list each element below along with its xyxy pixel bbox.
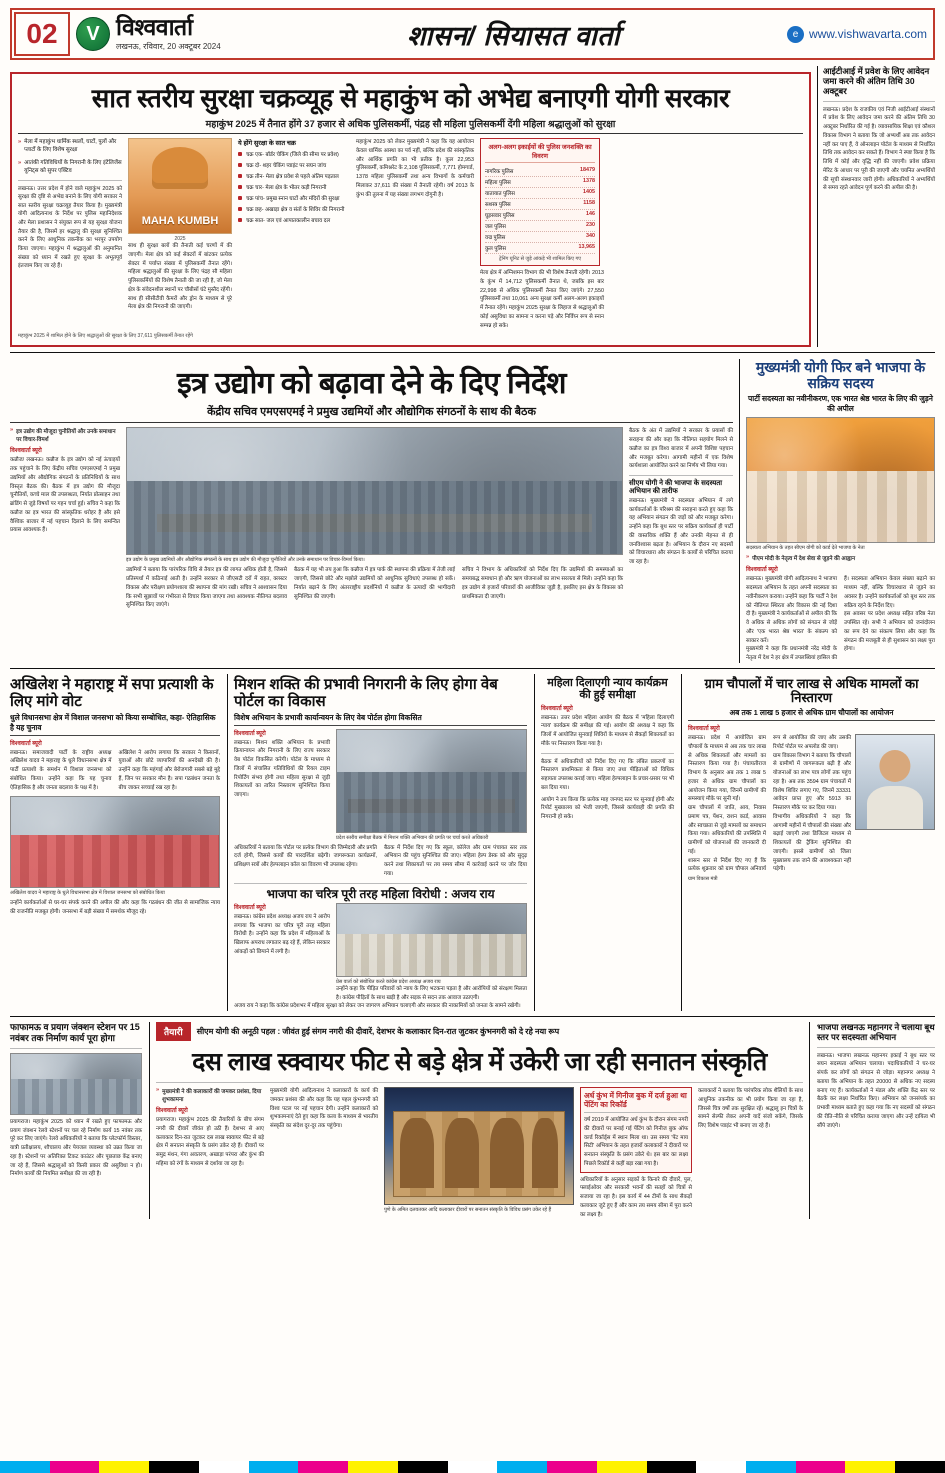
nyay-col3: आयोग ने तय किया कि प्रत्येक माह जनपद स्तर पर सुनवाई होगी और रिपोर्ट मुख्यालय को भेजी जाएगी, जिससे कार्यवाही की प्रगति की निगरानी हो सके। [541, 796, 674, 821]
logo-globe-icon: V [76, 17, 110, 51]
akhilesh-subhead: धुले विधानसभा क्षेत्र में विशाल जनसभा को किया सम्बोधित, कहा- ऐतिहासिक है यह चुनाव [10, 713, 220, 736]
lead-bullet-0: मेला में महाकुंभ धार्मिक स्थलों, घाटों, पुलों और प्लाटों के लिए विशेष सुरक्षा [24, 139, 117, 154]
bjp-booth-title: भाजपा लखनऊ महानगर ने चलाया बूथ स्तर पर सदस्यता अभियान [817, 1022, 935, 1043]
bjp-title: मुख्यमंत्री योगी फिर बने भाजपा के सक्रिय सदस्य [755, 359, 926, 392]
sanatan-bullet [156, 1087, 264, 1103]
sanatan-story [149, 1022, 810, 1219]
stat-value: 340 [586, 233, 595, 239]
chakra-item: चक्र दो- शहर चेकिंग प्वाइंट पर सघन जांच [238, 161, 350, 169]
itra-byline: विश्ववार्ता ब्यूरो [10, 448, 42, 455]
mission-title: मिशन शक्ति की प्रभावी निगरानी के लिए होगा वेब पोर्टल का विकास [234, 675, 498, 710]
itra-meeting-photo [126, 427, 623, 555]
artwork-title: MAHA KUMBH [141, 215, 219, 227]
akhilesh-photo [10, 796, 220, 888]
lead-col3: महाकुंभ 2025 को लेकर मुख्यमंत्री ने कहा कि यह आयोजन केवल धार्मिक आस्था का पर्व नहीं, बल्कि प्रदेश की सांस्कृतिक और आर्थिक प्रगति का भी प्रतीक है। कुल 22,953 पुलिसकर्मी, कमिश्नरेट के 2,108 पुलिसकर्मी, 7,771 होमगार्ड, 1378 महिला पुलिसकर्मी तथा अन्य विभागों के कर्मचारी मिलाकर 37,611 की संख्या में तैनाती रहेगी। वर्ष 2013 के कुंभ की तुलना में यह संख्या लगभग दोगुनी है। [356, 139, 474, 198]
bjp-photo [746, 417, 935, 543]
publication-logo[interactable] [76, 12, 286, 56]
chaupal-byline: विश्ववार्ता ब्यूरो [688, 726, 720, 733]
stat-label: जल पुलिस [485, 224, 506, 230]
stat-value: 146 [586, 211, 595, 217]
bullet-marker-icon: » [746, 554, 750, 561]
lead-story [10, 72, 811, 347]
page-number: 02 [14, 12, 70, 56]
nyay-col2: बैठक में अधिकारियों को निर्देश दिए गए कि लंबित प्रकरणों का निस्तारण प्राथमिकता से किया जाए तथा पीड़िताओं को विधिक सहायता उपलब्ध कराई जाए। महिला हेल्पलाइन के प्रचार-प्रसार पर भी बल दिया गया। [541, 758, 674, 791]
stat-label: घुड़सवार पुलिस [485, 213, 515, 219]
artwork-year: 2025 [174, 236, 186, 242]
mission-shakti-story [227, 674, 527, 1011]
stat-value: 1158 [583, 200, 595, 206]
fafamau-story [10, 1022, 142, 1219]
chakra-item: चक्र सात- जल एवं आपातकालीन बचाव दल [238, 216, 350, 224]
akhilesh-photo-caption: अखिलेश यादव ने महाराष्ट्र के धुले विधानसभा क्षेत्र में विशाल जनसभा को संबोधित किया [10, 890, 165, 897]
lead-subhead: महाकुंभ 2025 में तैनात होंगे 37 हजार से अधिक पुलिसकर्मी, पंद्रह सौ महिला पुलिसकर्मी देंगी महिला श्रद्धालुओं को सुरक्षा [18, 117, 803, 134]
stat-value: 1405 [583, 189, 595, 195]
mission-subhead: विशेष अभियान के प्रभावी कार्यान्वयन के लिए वेब पोर्टल होगा विकसित [234, 713, 527, 726]
chakra-item: चक्र तीन- मेला क्षेत्र प्रवेश से पहले अंतिम पड़ताल [238, 172, 350, 180]
stat-label: वज्र पुलिस [485, 235, 506, 241]
lead-bullets [18, 138, 122, 330]
masthead [10, 8, 935, 60]
sanatan-bullet-text: मुख्यमंत्री ने की कलाकारों की जमकर प्रशंसा, दिया शुभकामना [162, 1089, 262, 1104]
color-registration-bar [0, 1461, 945, 1473]
itra-and-bjp-block [10, 359, 935, 663]
itra-col2: उद्यमियों ने बताया कि पारंपरिक विधि से तैयार इत्र की लागत अधिक होती है, जिससे प्रतिस्पर्धा में कठिनाई आती है। उन्होंने सरकार से जीएसटी दरों में राहत, क्लस्टर विकास और परीक्षण प्रयोगशाला की स्थापना की मांग रखी। सचिव ने आश्वासन दिया कि सभी सुझावों पर गंभीरता से विचार किया जाएगा तथा आवश्यक नीतिगत बदलाव सुनिश्चित किए जाएंगे। [126, 567, 287, 609]
mission-col1: लखनऊ। मिशन शक्ति अभियान के प्रभावी क्रियान्वयन और निगरानी के लिए राज्य सरकार वेब पोर्टल विकसित करेगी। पोर्टल के माध्यम से जिलों में संचालित गतिविधियों की रियल टाइम रिपोर्टिंग संभव होगी तथा महिला सुरक्षा से जुड़ी शिकायतों का त्वरित निस्तारण सुनिश्चित किया जाएगा। [234, 739, 330, 799]
stats-note: ट्रेनिंग यूनिट से जुड़े आंकड़े भी शामिल किए गए [498, 256, 582, 262]
chakra-item: चक्र चार- मेला क्षेत्र के भीतर कड़ी निगरानी [238, 183, 350, 191]
akhilesh-title: अखिलेश ने महाराष्ट्र में सपा प्रत्याशी के लिए मांगे वोट [10, 675, 214, 710]
bjp-membership-story [739, 359, 935, 663]
stat-value: 18479 [580, 167, 595, 173]
bjp-byline: विश्ववार्ता ब्यूरो [746, 567, 778, 574]
itra-col1: कन्नौज/ लखनऊ। कन्नौज के इत्र उद्योग को नई ऊंचाइयों तक पहुंचाने के लिए केंद्रीय सचिव एमएसएमई ने प्रमुख उद्यमियों और औद्योगिक संगठनों के प्रतिनिधियों के साथ विस्तृत बैठक की। बैठक में इत्र उद्योग की मौजूदा चुनौतियों, कच्चे माल की उपलब्धता, निर्यात प्रोत्साहन तथा ब्रांडिंग से जुड़े विषयों पर गहन चर्चा हुई। सचिव ने कहा कि कन्नौज का इत्र भारत की सांस्कृतिक धरोहर है और इसे वैश्विक बाजार में नई पहचान दिलाने के लिए समन्वित प्रयास आवश्यक हैं। [10, 457, 120, 534]
chakra-item: चक्र छह- अखाड़ा क्षेत्र व संतों के शिविर की निगरानी [238, 205, 350, 213]
itra-col3: बैठक में यह भी तय हुआ कि कन्नौज में इत्र पार्क की स्थापना की प्रक्रिया में तेजी लाई जाएगी, जिससे छोटे और मझोले उद्यमियों को आधुनिक सुविधाएं उपलब्ध हो सकें। निर्यात बढ़ाने के लिए अंतरराष्ट्रीय प्रदर्शनियों में कन्नौज के उत्पादों की भागीदारी सुनिश्चित की जाएगी। [294, 567, 455, 600]
akhilesh-story [10, 674, 220, 1011]
ajay-rai-byline: विश्ववार्ता ब्यूरो [234, 904, 266, 911]
ajay-rai-story [234, 888, 527, 1012]
table-row [485, 177, 595, 188]
sanatan-byline: विश्ववार्ता ब्यूरो [156, 1108, 188, 1115]
chaupal-col1: लखनऊ। प्रदेश में आयोजित ग्राम चौपालों के माध्यम से अब तक चार लाख से अधिक शिकायतों और मामलों का निस्तारण किया गया है। पंचायतीराज विभाग के अनुसार अब तक 1 लाख 5 हजार से अधिक ग्राम चौपालों का आयोजन किया गया, जिनमें ग्रामीणों की समस्याएं मौके पर सुनी गईं। [688, 735, 766, 803]
minister-portrait [855, 734, 935, 830]
fafamau-photo [10, 1053, 142, 1115]
mission-photo [336, 729, 527, 833]
bjp-booth-story [817, 1022, 935, 1219]
bjp-photo-caption: सदस्यता अभियान के तहत सीएम योगी को कार्ड देते भाजपा के नेता [746, 545, 865, 552]
table-row [485, 210, 595, 221]
table-row [485, 221, 595, 232]
sanatan-kicker: सीएम योगी की अनूठी पहल : जीवंत हुई संगम नगरी की दीवारें, देशभर के कलाकार दिन-रात जुटकर कुंभनगरी को दे रहे नया रूप [196, 1027, 560, 1037]
sanatan-photo-caption: पुणे के अमित दलवतकर आदि कलाकार दीवारों पर सनातन संस्कृति के विविध प्रसंग उकेर रहे हैं [384, 1207, 552, 1214]
akhilesh-byline: विश्ववार्ता ब्यूरो [10, 740, 42, 747]
itra-story [10, 359, 733, 663]
chakra-item: चक्र पांच- प्रमुख स्नान घाटों और मंदिरों की सुरक्षा [238, 194, 350, 202]
nyay-title: महिला दिलाएगी न्याय कार्यक्रम की हुई समीक्षा [547, 676, 668, 702]
guinness-body: वर्ष 2019 में आयोजित अर्ध कुंभ के दौरान संगम नगरी की दीवारों पर बनाई गई पेंटिंग को गिनीज बुक ऑफ वर्ल्ड रिकॉर्ड्स में स्थान मिला था। उस समय 'पेंट माय सिटी' अभियान के तहत हजारों कलाकारों ने दीवारों पर सनातन संस्कृति के प्रसंग उकेरे थे। इस बार का लक्ष्य पिछले रिकॉर्ड से कहीं बड़ा रखा गया है। [584, 1117, 688, 1167]
nyay-byline: विश्ववार्ता ब्यूरो [541, 705, 573, 712]
nyay-story [534, 674, 674, 1011]
website-url: www.vishwavarta.com [808, 27, 927, 41]
guinness-title: अर्ध कुंभ में गिनीज बुक में दर्ज हुआ था पेंटिंग का रिकॉर्ड [584, 1091, 687, 1110]
chaupal-col5: विभागीय अधिकारियों ने कहा कि आगामी महीनों में चौपालों की संख्या और बढ़ाई जाएगी तथा डिजिटल माध्यम से शिकायतों की ट्रैकिंग सुनिश्चित की जाएगी। इससे ग्रामीणों को जिला मुख्यालय तक जाने की आवश्यकता नहीं पड़ेगी। [773, 813, 851, 873]
stat-label: सशस्त्र पुलिस [485, 202, 511, 208]
bullet-marker-icon: » [156, 1087, 160, 1094]
ajay-rai-photo-caption: प्रेस वार्ता को संबोधित करते कांग्रेस प्रदेश अध्यक्ष अजय राय [336, 978, 441, 985]
mission-col2: अधिकारियों ने बताया कि पोर्टल पर प्रत्येक विभाग की जिम्मेदारी और प्रगति दर्ज होगी, जिससे कार्यों की पारदर्शिता बढ़ेगी। जागरूकता कार्यक्रमों, प्रशिक्षण सत्रों और हेल्पलाइन कॉल का विवरण भी उपलब्ध रहेगा। [234, 844, 377, 869]
chaupal-story [681, 674, 935, 1011]
lead-col2: साथ ही सुरक्षा बलों की तैनाती कई चरणों में की जाएगी। मेला क्षेत्र को कई सेक्टरों में बांटकर प्रत्येक सेक्टर में पर्याप्त संख्या में पुलिसकर्मी तैनात रहेंगे। महिला श्रद्धालुओं की सुरक्षा के लिए पंद्रह सौ महिला पुलिसकर्मियों की विशेष तैनाती की जा रही है, जो मेला क्षेत्र के संवेदनशील स्थानों पर चौबीसों घंटे मुस्तैद रहेंगी। साथ ही सीसीटीवी कैमरों और ड्रोन के माध्यम से पूरे मेला क्षेत्र की निगरानी की जाएगी। [128, 243, 232, 311]
lead-headline: सात स्तरीय सुरक्षा चक्रव्यूह से महाकुंभ को अभेद्य बनाएगी योगी सरकार [91, 83, 730, 113]
bjp-col2: मुख्यमंत्री ने कहा कि प्रधानमंत्री नरेंद्र मोदी के नेतृत्व में देश ने हर क्षेत्र में उपलब्धियां हासिल की हैं। सदस्यता अभियान केवल संख्या बढ़ाने का माध्यम नहीं, बल्कि विचारधारा से जुड़ने का अवसर है। उन्होंने कार्यकर्ताओं को बूथ स्तर तक सक्रिय रहने के निर्देश दिए। [746, 576, 935, 662]
guinness-box [580, 1087, 692, 1173]
chaupal-col3: शासन स्तर से निर्देश दिए गए हैं कि प्रत्येक शुक्रवार को ग्राम चौपाल अनिवार्य रूप से आयोजित की जाए और उसकी रिपोर्ट पोर्टल पर अपलोड की जाए। [688, 735, 851, 873]
ajay-rai-title: भाजपा का चरित्र पूरी तरह महिला विरोधी : अजय राय [266, 886, 495, 901]
stat-label: कुल पुलिस [485, 246, 507, 252]
stat-value: 230 [586, 222, 595, 228]
lead-byline: लखनऊ। उत्तर प्रदेश में होने वाले महाकुंभ 2025 को सुरक्षा की दृष्टि से अभेद्य बनाने के लिए योगी सरकार ने सात स्तरीय सुरक्षा चक्रव्यूह तैयार किया है। मुख्यमंत्री योगी आदित्यनाथ के निर्देश पर पुलिस महानिदेशक और मेला प्रशासन ने संयुक्त रूप से यह सुरक्षा योजना तैयार की है, जिसमें हर श्रद्धालु की सुरक्षा सुनिश्चित करने के लिए आधुनिक तकनीक का भरपूर उपयोग किया जाएगा। महाकुंभ में श्रद्धालुओं की अनुमानित संख्या को ध्यान में रखते हुए सुरक्षा के अभूतपूर्व इंतजाम किए जा रहे हैं। [18, 185, 122, 270]
cm-thanks-body: लखनऊ। मुख्यमंत्री ने सदस्यता अभियान में लगे कार्यकर्ताओं के परिश्रम की सराहना करते हुए कहा कि यह अभियान संगठन की जड़ों को और मजबूत करेगा। उन्होंने कहा कि बूथ स्तर पर सक्रिय कार्यकर्ता ही पार्टी की वास्तविक शक्ति हैं और उनकी मेहनत से ही जनविश्वास बढ़ता है। अभियान के दौरान नए सदस्यों को विचारधारा और संगठन के कार्यों से परिचित कराया जा रहा है। [629, 497, 733, 566]
mission-photo-caption: प्रदेश स्तरीय समीक्षा बैठक में मिशन शक्ति अभियान की प्रगति पर चर्चा करते अधिकारी [336, 834, 489, 841]
section-title: शासन/ सियासत वार्ता [406, 20, 621, 51]
fafamau-body: प्रयागराज। महाकुंभ 2025 को ध्यान में रखते हुए फाफामऊ और प्रयाग जंक्शन रेलवे स्टेशनों पर चल रहे निर्माण कार्य 15 नवंबर तक पूरे कर लिए जाएंगे। रेलवे अधिकारियों ने बताया कि प्लेटफॉर्म विस्तार, यात्री प्रतीक्षालय, शौचालय और पेयजल व्यवस्था को उन्नत किया जा रहा है। स्टेशनों पर अतिरिक्त टिकट काउंटर और पूछताछ केंद्र बनाए जा रहे हैं, जिससे श्रद्धालुओं को किसी प्रकार की असुविधा न हो। निर्माण कार्यों की नियमित समीक्षा की जा रही है। [10, 1118, 142, 1178]
bullet-marker-icon: » [18, 159, 22, 166]
lead-bullet-1: आतंकी गतिविधियों के निगरानी के लिए इंटेलिजेंस यूनिट्स को सुपर एक्टिव [24, 159, 122, 175]
seven-layer-box [238, 138, 350, 330]
stat-label: नागरिक पुलिस [485, 169, 514, 175]
nyay-col1: लखनऊ। उत्तर प्रदेश महिला आयोग की बैठक में 'महिला दिलाएगी न्याय' कार्यक्रम की समीक्षा की गई। आयोग की अध्यक्ष ने कहा कि जिलों में आयोजित सुनवाई शिविरों के माध्यम से सैकड़ों शिकायतों का मौके पर निस्तारण किया गया है। [541, 714, 674, 747]
stats-title: अलग-अलग इकाईयों की पुलिस जनशक्ति का विवरण [485, 142, 595, 163]
itra-col5: बैठक के अंत में उद्यमियों ने सरकार के प्रयासों की सराहना की और कहा कि नीतिगत सहयोग मिलने से कन्नौज का इत्र विश्व बाजार में अपनी विशिष्ट पहचान और मजबूत करेगा। आगामी महीनों में एक विशेष कार्यशाला आयोजित करने का निर्णय भी लिया गया। [629, 428, 733, 470]
sanatan-col4: कलाकारों ने बताया कि पारंपरिक लोक शैलियों के साथ आधुनिक तकनीक का भी प्रयोग किया जा रहा है, जिससे चित्र वर्षों तक सुरक्षित रहें। श्रद्धालु इन चित्रों के सामने सेल्फी लेकर अपनी यादें संजो सकेंगे, जिसके लिए विशेष प्वाइंट भी बनाए जा रहे हैं। [698, 1088, 803, 1130]
ajay-rai-photo [336, 903, 527, 977]
sanatan-col2: मुख्यमंत्री योगी आदित्यनाथ ने कलाकारों के कार्य की जमकर प्रशंसा की और कहा कि यह पहल कुंभनगरी को विश्व पटल पर नई पहचान देगी। उन्होंने कलाकारों को शुभकामनाएं देते हुए कहा कि कला के माध्यम से भारतीय संस्कृति का संदेश दूर-दूर तक पहुंचेगा। [270, 1088, 378, 1130]
itra-headline: इत्र उद्योग को बढ़ावा देने के दिए निर्देश [177, 367, 566, 401]
sanatan-col1: प्रयागराज। महाकुंभ 2025 की तैयारियों के बीच संगम नगरी की दीवारें जीवंत हो उठी हैं। देशभर से आए कलाकार दिन-रात जुटकर दस लाख स्क्वायर फीट से बड़े क्षेत्र में सनातन संस्कृति के प्रसंग उकेर रहे हैं। दीवारों पर समुद्र मंथन, गंगा अवतरण, अखाड़ा परंपरा और कुंभ की महिमा को रंगों के माध्यम से दर्शाया जा रहा है। [156, 1117, 264, 1167]
table-row [485, 199, 595, 210]
itra-col4: सचिव ने विभाग के अधिकारियों को निर्देश दिए कि उद्यमियों की समस्याओं का समयबद्ध समाधान हो और ऋण योजनाओं का लाभ सरलता से मिले। उन्होंने कहा कि इत्र उद्योग से हजारों परिवारों की आजीविका जुड़ी है, इसलिए इस क्षेत्र के विकास को प्राथमिकता दी जाएगी। [462, 567, 623, 600]
status-badge: तैयारी [156, 1022, 191, 1041]
itra-photo-caption: इत्र उद्योग के प्रमुख उद्यमियों और औद्योगिक संगठनों के साथ इत्र उद्योग की मौजूदा चुनौतियों और उनके समाधान पर विचार-विमर्श किया। [126, 557, 365, 564]
bjp-col3: इस अवसर पर प्रदेश अध्यक्ष सहित वरिष्ठ नेता उपस्थित रहे। सभी ने अभियान को जनांदोलन का रूप देने का संकल्प लिया और कहा कि संगठन की मजबूती से ही सुशासन का लक्ष्य पूरा होगा। [844, 611, 935, 653]
iti-body: लखनऊ। प्रदेश के राजकीय एवं निजी आईटीआई संस्थानों में प्रवेश के लिए आवेदन जमा करने की अंतिम तिथि 30 अक्टूबर निर्धारित की गई है। व्यावसायिक शिक्षा एवं कौशल विकास विभाग ने बताया कि जो अभ्यर्थी अब तक आवेदन नहीं कर पाए हैं, वे ऑनलाइन पोर्टल के माध्यम से निर्धारित तिथि तक आवेदन कर सकते हैं। विभाग ने स्पष्ट किया है कि तिथि में कोई और वृद्धि नहीं की जाएगी। प्रवेश प्रक्रिया मेरिट के आधार पर पूरी की जाएगी और चयनित अभ्यर्थियों की सूची संस्थानवार जारी होगी। अधिकारियों ने अभ्यर्थियों से समय रहते आवेदन पूर्ण करने की अपील की है। [823, 106, 935, 192]
bjp-booth-body: लखनऊ। भाजपा लखनऊ महानगर इकाई ने बूथ स्तर पर सघन सदस्यता अभियान चलाया। पदाधिकारियों ने घर-घर संपर्क कर लोगों को संगठन से जोड़ा। महानगर अध्यक्ष ने बताया कि अभियान के तहत 20000 से अधिक नए सदस्य बनाए गए हैं। कार्यकर्ताओं ने मंडल और शक्ति केंद्र स्तर पर बैठकें कर लक्ष्य निर्धारित किए। अभियान को जनसंपर्क का प्रभावी माध्यम बताते हुए कहा गया कि नए सदस्यों को संगठन की रीति-नीति से परिचित कराया जाएगा और उन्हें दायित्व भी सौंपे जाएंगे। [817, 1052, 935, 1129]
mission-col3: बैठक में निर्देश दिए गए कि स्कूल, कॉलेज और ग्राम पंचायत स्तर तक अभियान की पहुंच सुनिश्चित की जाए। महिला हेल्प डेस्क को और सुदृढ़ करने तथा शिकायतों पर तय समय सीमा में कार्रवाई करने पर जोर दिया गया। [384, 844, 527, 877]
stat-label: यातायात पुलिस [485, 191, 515, 197]
chaupal-photo-caption: ग्राम विकास मंत्री [688, 876, 718, 883]
table-row [485, 166, 595, 177]
chakra-item: चक्र एक- बॉर्डर चेकिंग (जिले की सीमा पर प्रवेश) [238, 150, 350, 158]
iti-title: आईटीआई में प्रवेश के लिए आवेदन जमा करने की अंतिम तिथि 30 अक्टूबर [823, 66, 930, 97]
bottom-deck [10, 1022, 935, 1219]
chaupal-col4: ग्राम विकास विभाग ने बताया कि चौपालों से ग्रामीणों में जागरूकता बढ़ी है और योजनाओं का लाभ पात्र लोगों तक पहुंच रहा है। अब तक 3594 ग्राम पंचायतों में विशेष शिविर लगाए गए, जिनमें 33331 आवेदन प्राप्त हुए और 5913 का निस्तारण मौके पर कर दिया गया। [773, 752, 851, 812]
itra-kicker [10, 427, 120, 443]
globe-icon: e [787, 26, 804, 43]
bullet-marker-icon: » [18, 139, 22, 145]
akhilesh-col3: उन्होंने कार्यकर्ताओं से घर-घर संपर्क करने की अपील की और कहा कि गठबंधन की जीत से सामाजिक न्याय की राजनीति मजबूत होगी। जनसभा में बड़ी संख्या में समर्थक मौजूद रहे। [10, 900, 220, 916]
sanatan-col3: अधिकारियों के अनुसार सड़कों के किनारे की दीवारें, पुल, फ्लाईओवर और सरकारी भवनों की सतहों को चित्रों से सजाया जा रहा है। इस कार्य में 44 टीमों के साथ सैकड़ों कलाकार जुटे हुए हैं और काम तय समय सीमा में पूरा करने का लक्ष्य है। [580, 1176, 692, 1218]
bullet-marker-icon: » [10, 427, 14, 434]
lead-art-caption: महाकुंभ 2025 में शामिल होने के लिए श्रद्धालुओं की सुरक्षा के लिए 37,611 पुलिसकर्मी तैनात रहेंगे [18, 333, 193, 340]
mahakumbh-artwork [128, 138, 232, 234]
publication-date: लखनऊ, रविवार, 20 अक्टूबर 2024 [116, 42, 221, 51]
itra-kicker-text: इत्र उद्योग की मौजूदा चुनौतियों और उनके समाधान पर विचार-विमर्श [16, 429, 116, 444]
akhilesh-col1: लखनऊ। समाजवादी पार्टी के राष्ट्रीय अध्यक्ष अखिलेश यादव ने महाराष्ट्र के धुले विधानसभा क्षेत्र में पार्टी प्रत्याशी के समर्थन में विशाल जनसभा को संबोधित किया। उन्होंने कहा कि यह चुनाव ऐतिहासिक है और जनता बदलाव के पक्ष में है। [10, 749, 112, 791]
stat-value: 13,965 [578, 244, 595, 250]
stat-label: महिला पुलिस [485, 180, 511, 186]
chakra-title: ये होंगे सुरक्षा के सात चक्र [238, 140, 296, 147]
cm-thanks-title: सीएम योगी ने की भाजपा के सदस्यता अभियान की तारीफ [629, 480, 723, 496]
table-row [485, 243, 595, 254]
publication-name: विश्ववार्ता [116, 14, 193, 40]
table-row [485, 232, 595, 243]
sanatan-headline: दस लाख स्क्वायर फीट से बड़े क्षेत्र में उकेरी जा रही सनातन संस्कृति [192, 1048, 767, 1077]
iti-admission-story [817, 66, 935, 347]
mission-byline: विश्ववार्ता ब्यूरो [234, 730, 266, 737]
table-row [485, 188, 595, 199]
itra-subhead: केंद्रीय सचिव एमएसएमई ने प्रमुख उद्यमियों और औद्योगिक संगठनों के साथ की बैठक [10, 404, 733, 423]
police-strength-table [480, 138, 600, 266]
ajay-rai-col1: लखनऊ। कांग्रेस प्रदेश अध्यक्ष अजय राय ने आरोप लगाया कि भाजपा का चरित्र पूरी तरह महिला विरोधी है। उन्होंने कहा कि प्रदेश में महिलाओं के खिलाफ अपराध लगातार बढ़ रहे हैं, लेकिन सरकार आंकड़ों को छिपाने में लगी है। [234, 913, 330, 955]
bjp-kicker-text: पीएम मोदी के नेतृत्व में देश सेवा से जुड़ने की आह्वान [752, 556, 856, 563]
chaupal-title: ग्राम चौपालों में चार लाख से अधिक मामलों का निस्तारण [704, 675, 919, 706]
website-link[interactable] [741, 12, 931, 56]
chaupal-subhead: अब तक 1 लाख 5 हजार से अधिक ग्राम चौपालों का आयोजन [688, 708, 935, 721]
third-deck [10, 674, 935, 1011]
lead-col4: मेला क्षेत्र में अग्निशमन विभाग की भी विशेष तैनाती रहेगी। 2013 के कुंभ में 14,712 पुलिसकर्मी तैनात थे, जबकि इस बार 22,998 से अधिक पुलिसकर्मी तैनात किए जाएंगे। 27,550 पुलिसकर्मी तथा 10,061 अन्य सुरक्षा कर्मी अलग-अलग इकाइयों में तैनात रहेंगे। महाकुंभ 2025 सुरक्षा के लिहाज से श्रद्धालुओं की कोई असुविधा का सामना न करना पड़े और निर्विघ्न रूप से स्नान सम्पन्न हो सके। [480, 270, 604, 329]
ajay-rai-col3: अजय राय ने कहा कि कांग्रेस प्रदेशभर में महिला सुरक्षा को लेकर जन जागरण अभियान चलाएगी और सरकार की नाकामियों को जनता के सामने रखेगी। [234, 1003, 521, 1010]
bjp-kicker [746, 554, 935, 562]
ajay-rai-col2: उन्होंने कहा कि पीड़ित परिवारों को न्याय के लिए भटकना पड़ता है और आरोपियों को संरक्षण मिलता है। कांग्रेस पीड़ितों के साथ खड़ी है और सड़क से सदन तक आवाज उठाएगी। [336, 985, 527, 1001]
bjp-subhead: पार्टी सदस्यता का नवीनीकरण, एक भारत श्रेष्ठ भारत के लिए की जुड़ने की अपील [748, 394, 933, 414]
fafamau-title: फाफामऊ व प्रयाग जंक्शन स्टेशन पर 15 नवंबर तक निर्माण कार्य पूरा होगा [10, 1022, 140, 1044]
akhilesh-col2: अखिलेश ने आरोप लगाया कि सरकार ने किसानों, युवाओं और छोटे व्यापारियों की अनदेखी की है। उन्होंने कहा कि महंगाई और बेरोजगारी सबसे बड़े मुद्दे हैं, जिन पर सरकार मौन है। सपा गठबंधन जनता के बीच जाकर सच्चाई रख रहा है। [118, 749, 220, 791]
stat-value: 1378 [583, 178, 595, 184]
sanatan-wall-art-photo [384, 1087, 574, 1205]
chaupal-col2: ग्राम चौपालों में जाति, आय, निवास प्रमाण पत्र, पेंशन, राशन कार्ड, आवास और स्वच्छता से जुड़े मामलों का समाधान किया गया। अधिकारियों की उपस्थिति में ग्रामीणों को योजनाओं की जानकारी दी गई। [688, 805, 766, 855]
bjp-col1: लखनऊ। मुख्यमंत्री योगी आदित्यनाथ ने भाजपा सदस्यता अभियान के तहत अपनी सदस्यता का नवीनीकरण कराया। उन्होंने कहा कि पार्टी ने देश को नीतिगत स्थिरता और विकास की नई दिशा दी है। मुख्यमंत्री ने कार्यकर्ताओं से अपील की कि वे अधिक से अधिक लोगों को संगठन से जोड़ें और 'एक भारत श्रेष्ठ भारत' के संकल्प को साकार करें। [746, 576, 837, 644]
